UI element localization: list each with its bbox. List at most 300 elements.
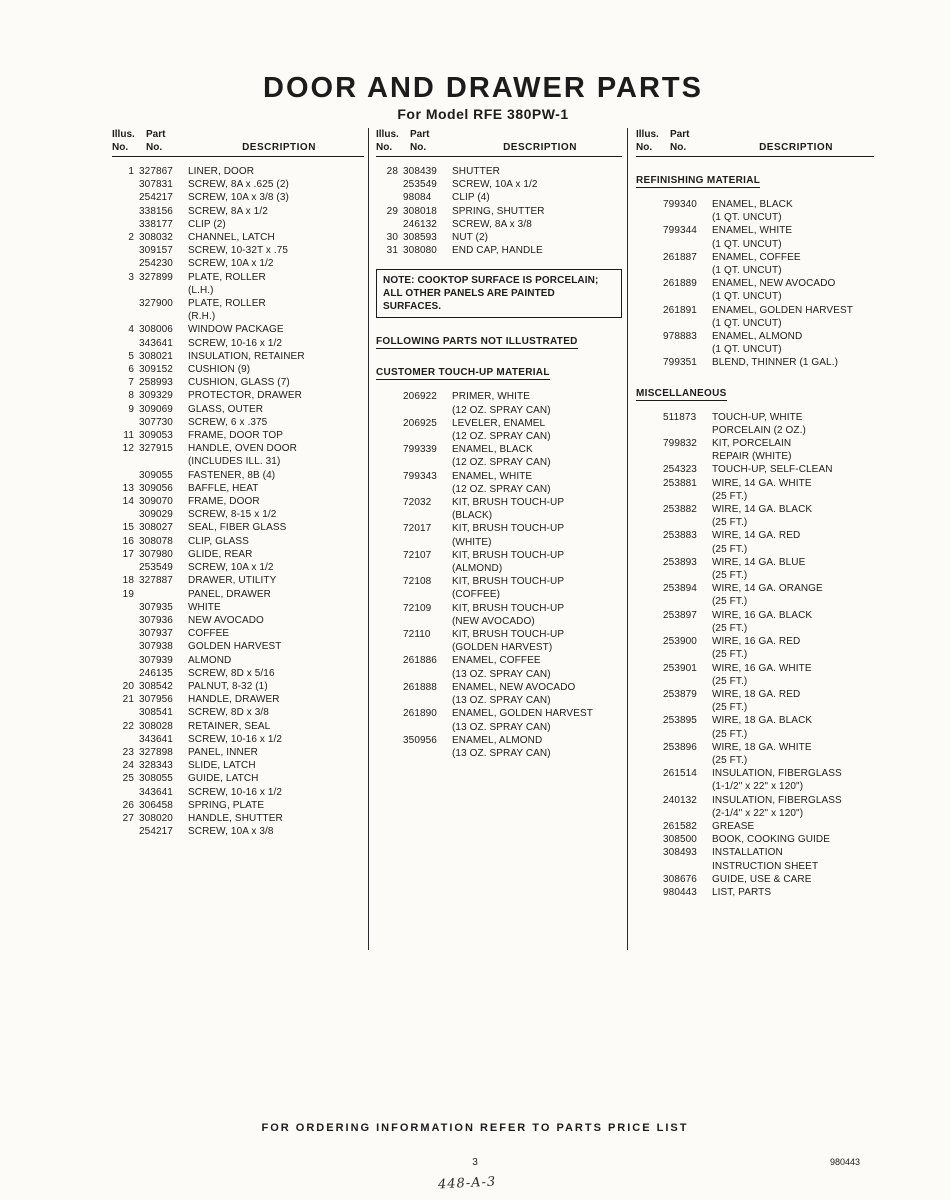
illus-cell	[376, 681, 398, 694]
table-row	[636, 356, 874, 369]
illus-cell: 1	[128, 166, 134, 177]
part-cell	[663, 516, 707, 529]
part-cell: 253897	[663, 609, 697, 621]
desc-cell: PLATE, ROLLER	[188, 298, 266, 310]
illus-cell	[636, 886, 658, 899]
illus-cell: 20	[122, 680, 134, 692]
section-heading: FOLLOWING PARTS NOT ILLUSTRATED	[376, 336, 578, 348]
table-row	[112, 363, 364, 376]
table-row	[112, 205, 364, 218]
part-cell: 338177	[139, 218, 173, 230]
part-cell	[663, 264, 707, 277]
table-row	[112, 627, 364, 640]
illus-cell	[636, 714, 658, 727]
illus-cell	[376, 668, 398, 681]
table-row	[112, 746, 364, 759]
part-cell: 306458	[139, 799, 173, 811]
table-row	[112, 706, 364, 719]
illus-cell	[636, 224, 658, 237]
part-cell	[403, 588, 447, 601]
part-cell	[663, 317, 707, 330]
desc-cell: CHANNEL, LATCH	[188, 232, 275, 244]
illus-cell: 17	[122, 548, 134, 560]
table-row	[112, 654, 364, 667]
illus-cell	[636, 516, 658, 529]
desc-cell: SCREW, 10A x 1/2	[188, 258, 274, 270]
table-row	[112, 535, 364, 548]
table-row	[376, 218, 622, 231]
part-cell	[663, 807, 707, 820]
part-cell	[663, 211, 707, 224]
part-cell: 261891	[663, 304, 697, 316]
illus-cell	[112, 218, 134, 231]
desc-cell: NUT (2)	[452, 232, 489, 244]
illus-cell: 2	[128, 232, 134, 244]
desc-cell: ALMOND	[188, 654, 232, 666]
illus-cell: 29	[386, 205, 398, 217]
section-heading: MISCELLANEOUS	[636, 387, 727, 399]
part-cell: 327898	[139, 746, 173, 758]
illus-cell	[376, 443, 398, 456]
desc-cell: HANDLE, DRAWER	[188, 694, 280, 706]
table-row	[376, 588, 622, 601]
illus-cell	[112, 654, 134, 667]
illus-no-header: No.	[376, 142, 393, 153]
illus-cell	[112, 601, 134, 614]
desc-cell: SCREW, 10-32T x .75	[188, 245, 289, 257]
table-row	[376, 417, 622, 430]
illus-cell	[112, 455, 134, 468]
table-row	[112, 680, 364, 693]
illus-cell	[112, 297, 134, 310]
table-row	[112, 772, 364, 785]
illus-cell	[112, 416, 134, 429]
illus-cell: 22	[122, 720, 134, 732]
desc-cell: ENAMEL, ALMOND	[712, 331, 803, 343]
desc-cell: (NEW AVOCADO)	[452, 615, 535, 627]
table-row	[112, 231, 364, 244]
part-cell: 980443	[663, 886, 697, 898]
part-cell: 328343	[139, 760, 173, 772]
table-row	[636, 490, 874, 503]
illus-cell	[636, 290, 658, 303]
illus-cell	[376, 509, 398, 522]
table-row	[376, 430, 622, 443]
desc-cell: PORCELAIN (2 OZ.)	[712, 424, 806, 436]
section-heading: REFINISHING MATERIAL	[636, 175, 761, 186]
illus-cell	[636, 820, 658, 833]
desc-cell: GUIDE, USE & CARE	[712, 873, 812, 885]
table-row	[376, 681, 622, 694]
desc-cell: (GOLDEN HARVEST)	[452, 642, 553, 654]
part-cell	[403, 721, 447, 734]
desc-cell: COFFEE	[188, 628, 230, 640]
part-cell: 261514	[663, 768, 697, 780]
header-row	[376, 141, 622, 154]
part-cell: 261886	[403, 655, 437, 667]
desc-cell: SCREW, 8A x 3/8	[452, 218, 532, 230]
illus-cell	[112, 337, 134, 350]
part-cell: 327867	[139, 166, 173, 177]
table-row	[636, 873, 874, 886]
illus-cell	[376, 456, 398, 469]
table-row	[636, 688, 874, 701]
part-cell: 308593	[403, 232, 437, 244]
table-row	[112, 693, 364, 706]
table-row	[636, 635, 874, 648]
desc-cell: (13 OZ. SPRAY CAN)	[452, 695, 551, 707]
table-row	[376, 470, 622, 483]
desc-cell: SCREW, 8A x 1/2	[188, 205, 268, 217]
table-row	[112, 812, 364, 825]
table-row	[636, 675, 874, 688]
part-cell: 308493	[663, 847, 697, 859]
illus-cell	[636, 304, 658, 317]
illus-cell	[636, 424, 658, 437]
desc-cell: PRIMER, WHITE	[452, 391, 530, 403]
desc-cell: KIT, BRUSH TOUCH-UP	[452, 523, 565, 535]
table-row	[636, 728, 874, 741]
table-row	[376, 443, 622, 456]
part-cell: 327899	[139, 271, 173, 283]
desc-cell: SCREW, 10-16 x 1/2	[188, 786, 283, 798]
illus-cell: 13	[122, 482, 134, 494]
section-heading: CUSTOMER TOUCH-UP MATERIAL	[376, 367, 550, 379]
part-cell	[139, 310, 183, 323]
desc-cell: PANEL, DRAWER	[188, 588, 271, 600]
illus-cell	[376, 734, 398, 747]
part-cell	[663, 675, 707, 688]
column-divider	[368, 128, 369, 950]
table-row	[112, 310, 364, 323]
table-row	[636, 741, 874, 754]
table-row	[636, 754, 874, 767]
part-header: Part	[670, 129, 690, 140]
desc-cell: WIRE, 14 GA. ORANGE	[712, 583, 823, 595]
part-cell: 343641	[139, 337, 173, 349]
table-row	[636, 595, 874, 608]
part-cell: 72017	[403, 523, 432, 535]
note-line: NOTE: COOKTOP SURFACE IS PORCELAIN;	[383, 275, 599, 287]
illus-cell	[636, 450, 658, 463]
desc-cell: (12 OZ. SPRAY CAN)	[452, 404, 551, 416]
illus-header: Illus.	[636, 129, 659, 140]
table-row	[112, 178, 364, 191]
part-cell: 253883	[663, 530, 697, 542]
part-cell	[403, 456, 447, 469]
table-row	[636, 807, 874, 820]
part-cell: 309056	[139, 482, 173, 494]
part-cell	[663, 290, 707, 303]
part-cell: 253893	[663, 556, 697, 568]
desc-cell: (L.H.)	[188, 284, 214, 296]
illus-cell	[636, 794, 658, 807]
illus-cell: 19	[122, 588, 134, 600]
part-cell: 308439	[403, 166, 437, 177]
desc-cell: (13 OZ. SPRAY CAN)	[452, 721, 551, 733]
illus-cell	[636, 728, 658, 741]
desc-cell: GUIDE, LATCH	[188, 773, 259, 785]
desc-cell: INSULATION, RETAINER	[188, 350, 305, 362]
part-no-header: No.	[146, 142, 163, 153]
illus-cell	[636, 688, 658, 701]
illus-cell	[636, 754, 658, 767]
part-cell: 254230	[139, 258, 173, 270]
desc-cell: (25 FT.)	[712, 490, 748, 502]
part-cell: 309069	[139, 403, 173, 415]
table-row	[636, 701, 874, 714]
table-row	[636, 794, 874, 807]
part-cell: 261582	[663, 820, 697, 832]
part-cell: 253549	[403, 179, 437, 191]
illus-cell	[636, 437, 658, 450]
table-row	[376, 575, 622, 588]
table-row	[376, 522, 622, 535]
table-row	[112, 191, 364, 204]
illus-cell	[636, 582, 658, 595]
table-row	[376, 615, 622, 628]
illus-cell	[636, 317, 658, 330]
desc-cell: WIRE, 14 GA. RED	[712, 530, 801, 542]
desc-cell: WIRE, 16 GA. RED	[712, 636, 801, 648]
part-cell: 307936	[139, 614, 173, 626]
illus-cell: 5	[128, 350, 134, 362]
table-row	[112, 455, 364, 468]
description-header: DESCRIPTION	[242, 142, 316, 153]
part-cell: 307831	[139, 179, 173, 191]
table-row	[636, 556, 874, 569]
part-cell	[663, 860, 707, 873]
desc-cell: BAFFLE, HEAT	[188, 482, 259, 494]
part-cell: 308078	[139, 535, 173, 547]
part-cell	[663, 595, 707, 608]
part-cell: 308021	[139, 350, 173, 362]
table-row	[636, 569, 874, 582]
desc-cell: KIT, BRUSH TOUCH-UP	[452, 576, 565, 588]
desc-cell: (1 QT. UNCUT)	[712, 212, 782, 224]
part-cell: 308500	[663, 834, 697, 846]
part-cell: 307937	[139, 628, 173, 640]
desc-cell: SCREW, 8D x 5/16	[188, 667, 275, 679]
desc-cell: FRAME, DOOR TOP	[188, 430, 284, 442]
parts-table	[112, 165, 364, 838]
part-cell	[663, 450, 707, 463]
table-row	[112, 574, 364, 587]
part-cell: 309053	[139, 430, 173, 442]
illus-cell	[376, 549, 398, 562]
desc-cell: WIRE, 18 GA. RED	[712, 688, 801, 700]
part-cell	[663, 543, 707, 556]
desc-cell: ENAMEL, WHITE	[452, 470, 533, 482]
table-row	[112, 218, 364, 231]
illus-cell	[636, 238, 658, 251]
illus-cell	[636, 860, 658, 873]
illus-cell	[636, 622, 658, 635]
desc-cell: (BLACK)	[452, 510, 493, 522]
illus-cell	[376, 707, 398, 720]
table-row	[636, 304, 874, 317]
illus-cell	[376, 470, 398, 483]
illus-cell	[636, 635, 658, 648]
table-row	[636, 424, 874, 437]
illus-cell	[112, 205, 134, 218]
parts-column-1	[112, 128, 364, 838]
table-row	[636, 503, 874, 516]
part-cell	[663, 754, 707, 767]
desc-cell: SPRING, PLATE	[188, 799, 265, 811]
table-row	[112, 786, 364, 799]
table-row	[376, 231, 622, 244]
part-cell: 308018	[403, 205, 437, 217]
part-cell: 343641	[139, 733, 173, 745]
desc-cell: WIRE, 16 GA. BLACK	[712, 609, 813, 621]
desc-cell: BOOK, COOKING GUIDE	[712, 834, 831, 846]
part-cell: 799343	[403, 470, 437, 482]
page-title: DOOR AND DRAWER PARTS	[263, 72, 703, 104]
part-cell: 261888	[403, 681, 437, 693]
illus-cell	[376, 628, 398, 641]
table-row	[112, 165, 364, 178]
desc-cell: (25 FT.)	[712, 728, 748, 740]
table-row	[112, 416, 364, 429]
desc-cell: LINER, DOOR	[188, 166, 255, 177]
illus-cell	[636, 411, 658, 424]
section-heading-row	[636, 170, 874, 188]
desc-cell: PROTECTOR, DRAWER	[188, 390, 302, 402]
part-cell: 799351	[663, 357, 697, 369]
part-cell: 308006	[139, 324, 173, 336]
illus-cell	[376, 178, 398, 191]
table-row	[112, 403, 364, 416]
desc-cell: (1 QT. UNCUT)	[712, 344, 782, 356]
part-header: Part	[410, 129, 430, 140]
part-cell: 309157	[139, 245, 173, 257]
desc-cell: TOUCH-UP, SELF-CLEAN	[712, 464, 833, 476]
table-row	[376, 549, 622, 562]
part-cell	[403, 641, 447, 654]
part-cell: 240132	[663, 794, 697, 806]
desc-cell: GOLDEN HARVEST	[188, 641, 282, 653]
illus-cell	[376, 496, 398, 509]
part-cell: 327887	[139, 575, 173, 587]
table-row	[112, 429, 364, 442]
table-row	[636, 238, 874, 251]
illus-cell	[112, 244, 134, 257]
desc-cell: WIRE, 14 GA. WHITE	[712, 477, 812, 489]
desc-cell: WIRE, 16 GA. WHITE	[712, 662, 812, 674]
table-row	[112, 482, 364, 495]
part-cell: 253894	[663, 583, 697, 595]
table-row	[112, 720, 364, 733]
table-row	[376, 641, 622, 654]
desc-cell: ENAMEL, ALMOND	[452, 734, 543, 746]
desc-cell: SCREW, 10-16 x 1/2	[188, 733, 283, 745]
part-cell: 253901	[663, 662, 697, 674]
desc-cell: (INCLUDES ILL. 31)	[188, 456, 281, 468]
part-cell	[403, 509, 447, 522]
illus-cell	[636, 662, 658, 675]
part-cell: 308676	[663, 873, 697, 885]
illus-cell	[112, 178, 134, 191]
table-row	[112, 825, 364, 838]
desc-cell: (WHITE)	[452, 536, 492, 548]
desc-cell: ENAMEL, BLACK	[452, 444, 533, 456]
desc-cell: (25 FT.)	[712, 517, 748, 529]
table-row	[376, 602, 622, 615]
part-cell: 307939	[139, 654, 173, 666]
part-cell: 253900	[663, 636, 697, 648]
illus-cell	[636, 767, 658, 780]
desc-cell: ENAMEL, COFFEE	[452, 655, 541, 667]
part-cell: 261887	[663, 251, 697, 263]
illus-cell	[376, 483, 398, 496]
desc-cell: FRAME, DOOR	[188, 496, 260, 508]
table-row	[376, 483, 622, 496]
part-cell: 261890	[403, 708, 437, 720]
illus-cell: 3	[128, 271, 134, 283]
table-row	[112, 469, 364, 482]
part-cell	[403, 747, 447, 760]
illus-cell	[376, 588, 398, 601]
desc-cell: (25 FT.)	[712, 596, 748, 608]
note-line: SURFACES.	[383, 301, 442, 313]
illus-cell: 4	[128, 324, 134, 336]
illus-cell	[112, 191, 134, 204]
desc-cell: (25 FT.)	[712, 543, 748, 555]
part-cell: 308080	[403, 245, 437, 257]
table-row	[636, 343, 874, 356]
desc-cell: SLIDE, LATCH	[188, 760, 256, 772]
table-row	[112, 495, 364, 508]
desc-cell: PLATE, ROLLER	[188, 271, 266, 283]
table-row	[112, 508, 364, 521]
illus-cell	[636, 343, 658, 356]
table-row	[636, 224, 874, 237]
part-cell: 253882	[663, 504, 697, 516]
header-row	[376, 128, 622, 141]
desc-cell: KIT, BRUSH TOUCH-UP	[452, 629, 565, 641]
illus-cell	[636, 648, 658, 661]
table-row	[376, 536, 622, 549]
part-cell: 350956	[403, 734, 437, 746]
table-row	[112, 297, 364, 310]
desc-cell: (1 QT. UNCUT)	[712, 317, 782, 329]
desc-cell: SCREW, 10-16 x 1/2	[188, 337, 283, 349]
part-header: Part	[146, 129, 166, 140]
desc-cell: (1-1/2" x 22" x 120")	[712, 781, 804, 793]
illus-cell	[112, 284, 134, 297]
illus-cell	[636, 277, 658, 290]
desc-cell: ENAMEL, COFFEE	[712, 251, 801, 263]
table-row	[636, 211, 874, 224]
illus-cell: 15	[122, 522, 134, 534]
desc-cell: GLASS, OUTER	[188, 403, 264, 415]
illus-cell	[636, 873, 658, 886]
parts-column-3	[636, 128, 874, 899]
part-cell: 246132	[403, 218, 437, 230]
table-row	[636, 543, 874, 556]
illus-cell	[112, 310, 134, 323]
illus-cell: 24	[122, 760, 134, 772]
desc-cell: SPRING, SHUTTER	[452, 205, 545, 217]
desc-cell: SHUTTER	[452, 166, 500, 177]
illus-cell	[636, 490, 658, 503]
note-line: ALL OTHER PANELS ARE PAINTED	[383, 288, 555, 300]
desc-cell: PANEL, INNER	[188, 746, 258, 758]
part-cell: 254217	[139, 826, 173, 838]
desc-cell: SCREW, 8D x 3/8	[188, 707, 269, 719]
header-row	[112, 141, 364, 154]
